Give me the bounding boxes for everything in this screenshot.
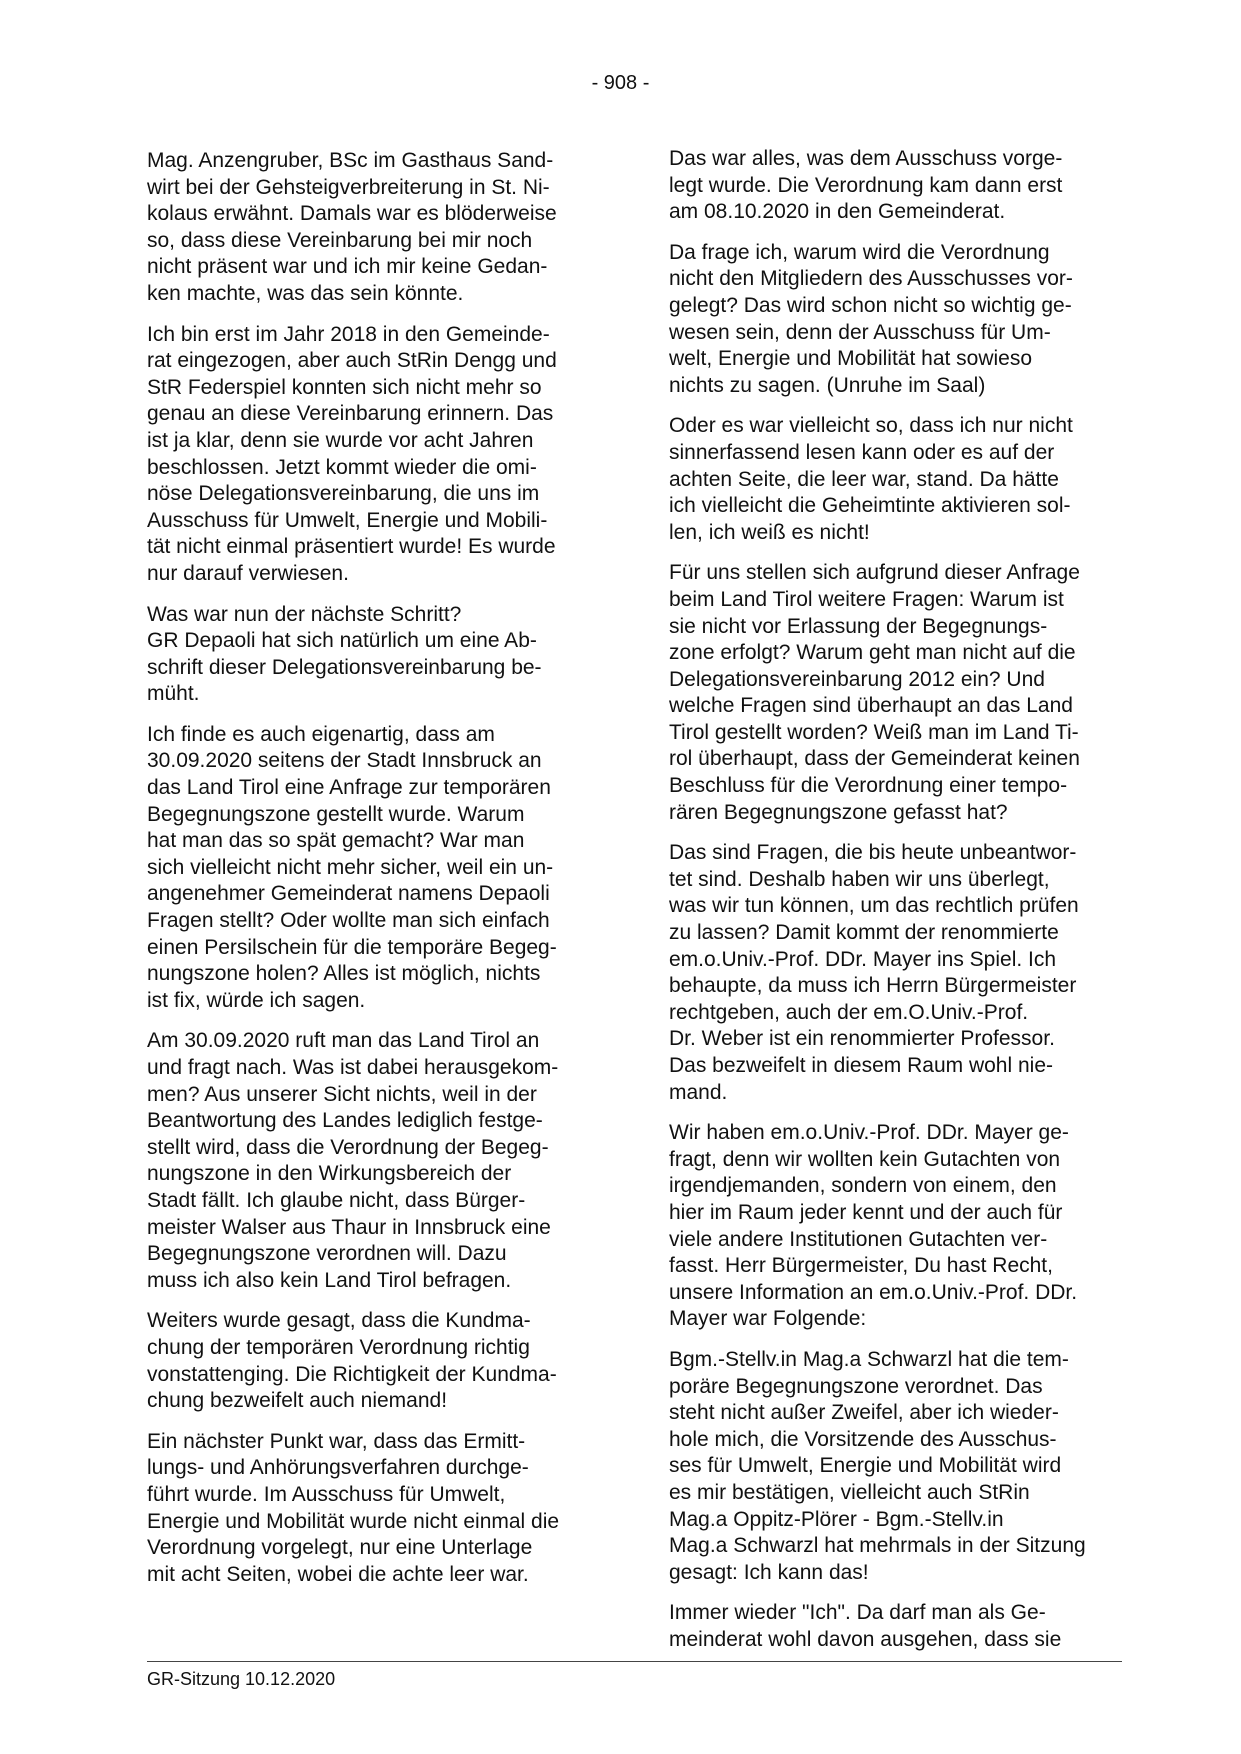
footer-session-date: GR-Sitzung 10.12.2020 <box>147 1669 336 1689</box>
paragraph: Für uns stellen sich aufgrund dieser Anfrage beim Land Tirol weitere Fragen: Warum ist sie nicht vor Erlassung der Begegnungs- zone erfolgt? Warum geht man nicht auf die Delegationsvereinbarung 2012 ein? Und welche Fragen sind überhaupt an das Land Tirol gestellt worden? Weiß man im Land Ti- rol überhaupt, dass der Gemeinderat keinen Beschluss für die Verordnung einer tempo- rären Begegnungszone gefasst hat? <box>669 561 1080 824</box>
paragraph: Immer wieder "Ich". Da darf man als Ge- meinderat wohl davon ausgehen, dass sie <box>669 1601 1062 1651</box>
paragraph: Am 30.09.2020 ruft man das Land Tirol an und fragt nach. Was ist dabei herausgekom- men? Aus unserer Sicht nichts, weil in der Beantwortung des Landes lediglich festge- stellt wird, dass die Verordnung der Begeg- nungszone in den Wirkungsbereich der Stadt fällt. Ich glaube nicht, dass Bürger- meister Walser aus Thaur in Innsbruck eine Begegnungszone verordnen will. Dazu muss ich also kein Land Tirol befragen. <box>147 1029 559 1292</box>
right-column <box>669 146 1123 1667</box>
paragraph: Das war alles, was dem Ausschuss vorge- legt wurde. Die Verordnung kam dann erst am 08.10.2020 in den Gemeinderat. <box>669 147 1063 224</box>
paragraph: Ein nächster Punkt war, dass das Ermitt- lungs- und Anhörungsverfahren durchge- führt wurde. Im Ausschuss für Umwelt, Energie und Mobilität wurde nicht einmal die Verordnung vorgelegt, nur eine Unterlage mit acht Seiten, wobei die achte leer war. <box>147 1429 560 1586</box>
paragraph: Ich bin erst im Jahr 2018 in den Gemeinde- rat eingezogen, aber auch StRin Dengg und StR Federspiel konnten sich nicht mehr so genau an diese Vereinbarung erinnern. Das ist ja klar, denn sie wurde vor acht Jahren beschlossen. Jetzt kommt wieder die omi- nöse Delegationsvereinbarung, die uns im Ausschuss für Umwelt, Energie und Mobili- tät nicht einmal präsentiert wurde! Es wurde nur darauf verwiesen. <box>147 322 557 585</box>
paragraph: Oder es war vielleicht so, dass ich nur nicht sinnerfassend lesen kann oder es auf der achten Seite, die leer war, stand. Da hätte ich vielleicht die Geheimtinte aktivieren sol- len, ich weiß es nicht! <box>669 414 1073 544</box>
paragraph: Mag. Anzengruber, BSc im Gasthaus Sand- wirt bei der Gehsteigverbreiterung in St. Ni- kolaus erwähnt. Damals war es blöderweise so, dass diese Vereinbarung bei mir noch nicht präsent war und ich mir keine Gedan- ken machte, was das sein könnte. <box>147 149 557 305</box>
page-number: - 908 - <box>591 72 650 94</box>
paragraph: Bgm.-Stellv.in Mag.a Schwarzl hat die tem- poräre Begegnungszone verordnet. Das steht nicht außer Zweifel, aber ich wieder- hole mich, die Vorsitzende des Ausschus- ses für Umwelt, Energie und Mobilität wird es mir bestätigen, vielleicht auch StRin Mag.a Oppitz-Plörer - Bgm.-Stellv.in Mag.a Schwarzl hat mehrmals in der Sitzung gesagt: Ich kann das! <box>669 1347 1086 1584</box>
paragraph: Ich finde es auch eigenartig, dass am 30.09.2020 seitens der Stadt Innsbruck an das Land Tirol eine Anfrage zur temporären Begegnungszone gestellt wurde. Warum hat man das so spät gemacht? War man sich vielleicht nicht mehr sicher, weil ein un- angenehmer Gemeinderat namens Depaoli Fragen stellt? Oder wollte man sich einfach einen Persilschein für die temporäre Begeg- nungszone holen? Alles ist möglich, nichts ist fix, würde ich sagen. <box>147 722 557 1012</box>
paragraph: Wir haben em.o.Univ.-Prof. DDr. Mayer ge- fragt, denn wir wollten kein Gutachten von irgendjemanden, sondern von einem, den hier im Raum jeder kennt und der auch für viele andere Institutionen Gutachten ver- fasst. Herr Bürgermeister, Du hast Recht, unsere Information an em.o.Univ.-Prof. DDr. Mayer war Folgende: <box>669 1121 1078 1331</box>
paragraph: Da frage ich, warum wird die Verordnung nicht den Mitgliedern des Ausschusses vor- gelegt? Das wird schon nicht so wichtig ge- wesen sein, denn der Ausschuss für Um- welt, Energie und Mobilität hat sowieso nichts zu sagen. (Unruhe im Saal) <box>669 240 1073 397</box>
paragraph: Weiters wurde gesagt, dass die Kundma- chung der temporären Verordnung richtig vonstattenging. Die Richtigkeit der Kundma- chung bezweifelt auch niemand! <box>147 1309 557 1413</box>
paragraph: Was war nun der nächste Schritt? GR Depaoli hat sich natürlich um eine Ab- schrift dieser Delegationsvereinbarung be- müht. <box>147 602 542 706</box>
footer-divider <box>147 1661 1122 1662</box>
left-column <box>147 148 601 1602</box>
paragraph: Das sind Fragen, die bis heute unbeantwor- tet sind. Deshalb haben wir uns überlegt, was wir tun können, um das rechtlich prüfen zu lassen? Damit kommt der renommierte em.o.Univ.-Prof. DDr. Mayer ins Spiel. Ich behaupte, da muss ich Herrn Bürgermeister rechtgeben, auch der em.O.Univ.-Prof. Dr. Weber ist ein renommierter Professor. Das bezweifelt in diesem Raum wohl nie- mand. <box>669 841 1079 1104</box>
